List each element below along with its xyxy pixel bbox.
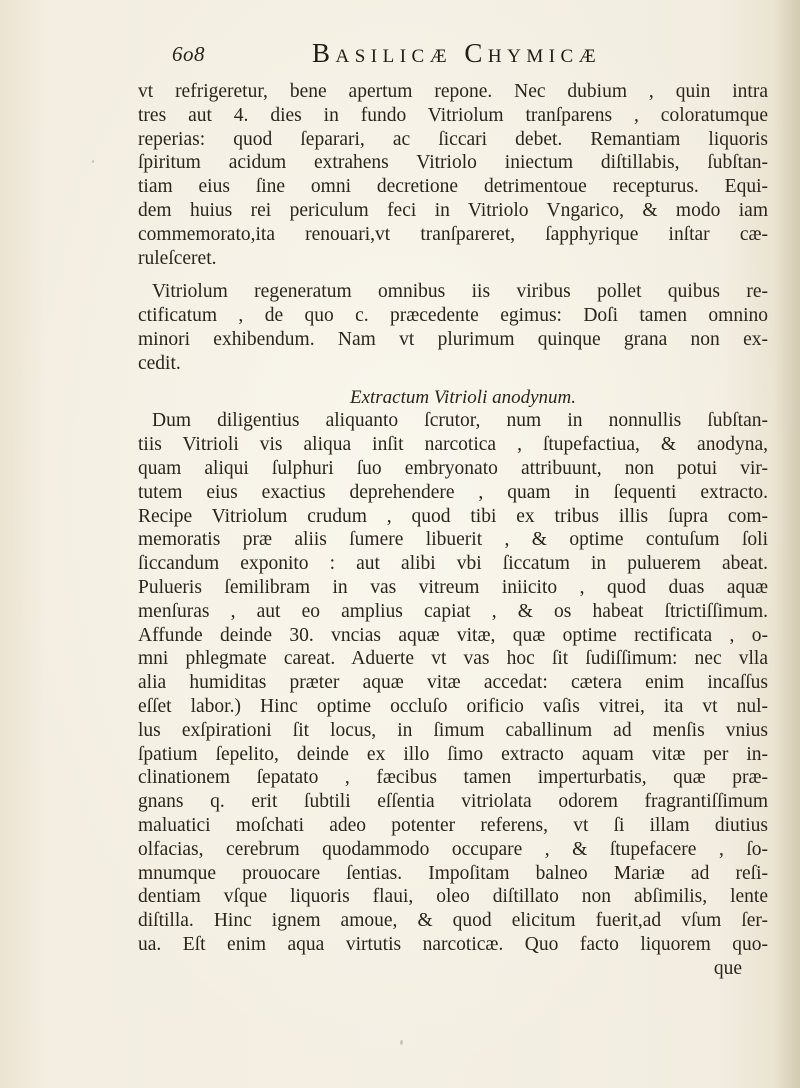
text-line: Dum diligentius aliquanto ſcrutor, num in nonnullis ſubſtan- <box>152 410 768 432</box>
text-line: menſuras , aut eo amplius capiat , & os habeat ſtrictiſſimum. <box>138 600 768 622</box>
text-line: ſiccandum exponito : aut alibi vbi ſiccatum in puluerem abeat. <box>138 553 768 575</box>
body-text <box>138 80 768 980</box>
running-head: Basilicæ Chymicæ <box>312 38 602 68</box>
text-line: olfacias, cerebrum quodammodo occupare , & ſtupefacere , ſo- <box>138 838 768 860</box>
page-header <box>172 38 762 78</box>
ink-speck <box>400 1040 403 1045</box>
text-line: tiam eius ſine omni decretione detrimentoue recepturus. Equi- <box>138 176 768 198</box>
text-line: ſpiritum acidum extrahens Vitriolo iniectum diſtillabis, ſubſtan- <box>138 152 768 174</box>
text-line: tutem eius exactius deprehendere , quam in ſequenti extracto. <box>138 481 768 503</box>
catchword: que <box>713 957 742 979</box>
text-line: maluatici moſchati adeo potenter referens, vt ſi illam diutius <box>138 814 768 836</box>
paragraph-gap <box>138 270 768 280</box>
page-edge-shadow <box>774 0 800 1088</box>
text-line: dem huius rei periculum feci in Vitriolo Vngarico, & modo iam <box>138 199 768 221</box>
text-line: alia humiditas præter aquæ vitæ accedat: cætera enim incaſſus <box>138 672 768 694</box>
text-line: lus exſpirationi ſit locus, in ſimum caballinum ad menſis vnius <box>138 719 768 741</box>
ink-speck <box>92 160 94 163</box>
text-line: memoratis præ aliis ſumere libuerit , & optime contuſum ſoli <box>138 529 768 551</box>
text-line: dentiam vſque liquoris flaui, oleo diſtillato non abſimilis, lente <box>138 886 768 908</box>
text-line: reperias: quod ſeparari, ac ſiccari debet. Remantiam liquoris <box>138 128 768 150</box>
paragraph-gap <box>138 376 768 386</box>
text-line: Recipe Vitriolum crudum , quod tibi ex tribus illis ſupra com- <box>138 505 768 527</box>
text-line: eſſet labor.) Hinc optime occluſo orificio vaſis vitrei, ita vt nul- <box>138 695 768 717</box>
text-line: clinationem ſepatato , fæcibus tamen imperturbatis, quæ præ- <box>138 767 768 789</box>
text-line: diſtilla. Hinc ignem amoue, & quod elicitum fuerit,ad vſum ſer- <box>138 910 768 932</box>
text-line: Vitriolum regeneratum omnibus iis viribus pollet quibus re- <box>152 281 768 303</box>
text-line: vt refrigeretur, bene apertum repone. Nec dubium , quin intra <box>138 81 768 102</box>
text-line: minori exhibendum. Nam vt plurimum quinque grana non ex- <box>138 328 768 350</box>
text-line: Affunde deinde 30. vncias aquæ vitæ, quæ optime rectificata , o- <box>138 624 768 646</box>
text-line: mni phlegmate careat. Aduerte vt vas hoc ſit ſudiſſimum: nec vlla <box>138 648 768 670</box>
text-line: cedit. <box>138 352 181 374</box>
text-line: tiis Vitrioli vis aliqua inſit narcotica , ſtupefactiua, & anodyna, <box>138 434 768 456</box>
text-line: quam aliqui ſulphuri ſuo embryonato attribuunt, non potui vir- <box>138 457 768 479</box>
page-number: 6o8 <box>172 42 205 66</box>
text-line: commemorato,ita renouari,vt tranſpareret, ſapphyrique inſtar cæ- <box>138 223 768 245</box>
text-line: ſpatium ſepelito, deinde ex illo ſimo extracto aquam vitæ per in- <box>138 743 768 765</box>
text-line: ruleſceret. <box>138 247 217 269</box>
text-line: Pulueris ſemilibram in vas vitreum iniicito , quod duas aquæ <box>138 576 768 598</box>
section-heading: Extractum Vitrioli anodynum. <box>349 386 577 408</box>
text-line: tres aut 4. dies in fundo Vitriolum tranſparens , coloratumque <box>138 104 768 126</box>
text-line: mnumque prouocare ſentias. Impoſitam balneo Mariæ ad reſi- <box>138 862 768 884</box>
text-line: gnans q. erit ſubtili eſſentia vitriolata odorem fragrantiſſimum <box>138 791 768 813</box>
text-line: ctificatum , de quo c. præcedente egimus: Doſi tamen omnino <box>138 305 768 327</box>
text-line: ua. Eſt enim aqua virtutis narcoticæ. Quo facto liquorem quo- <box>138 933 768 955</box>
